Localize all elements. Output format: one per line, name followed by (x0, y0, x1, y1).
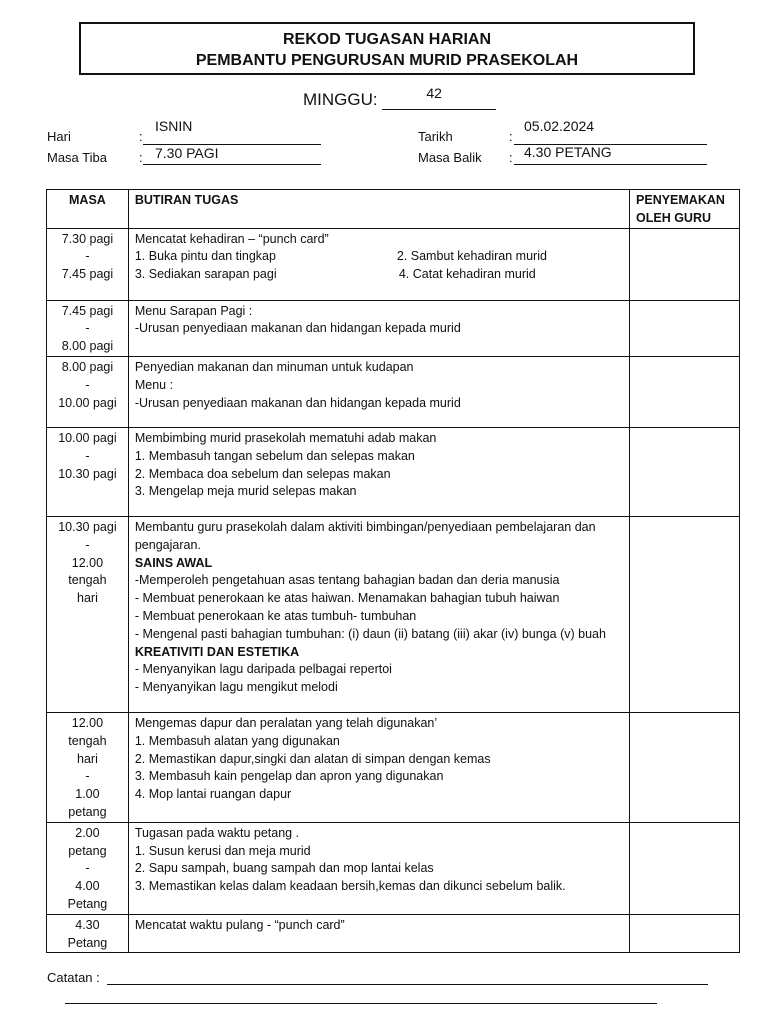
masa-line: tengah (68, 733, 107, 748)
task-line: - Mengenal pasti bahagian tumbuhan: (i) daun (ii) batang (iii) akar (iv) bunga (v) buah (134, 626, 606, 641)
task-line: Menu : (134, 377, 174, 392)
header-butiran: BUTIRAN TUGAS (128, 190, 629, 229)
masa-line: 4.00 (75, 879, 100, 894)
masa-line: 10.30 pagi (58, 519, 117, 534)
masa-line: - (85, 448, 90, 463)
minggu-value: 42 (426, 85, 442, 101)
task-pair (135, 266, 623, 284)
task-line: 1. Susun kerusi dan meja murid (134, 843, 311, 858)
task-line: Membantu guru prasekolah dalam aktiviti bimbingan/penyediaan pembelajaran dan pengajaran. (134, 519, 596, 552)
penyemakan-cell[interactable] (630, 914, 740, 953)
masa-line: 10.30 pagi (58, 466, 117, 481)
table-row (47, 712, 740, 822)
table-header-row (47, 190, 740, 229)
masa-cell (47, 300, 129, 356)
minggu-label: MINGGU: (303, 90, 378, 109)
masa-line: 12.00 (71, 555, 104, 570)
masa-cell (47, 516, 129, 712)
task-item: 2. Sambut kehadiran murid (396, 249, 547, 264)
task-item: 4. Catat kehadiran murid (398, 267, 536, 282)
masa-balik-value: 4.30 PETANG (524, 144, 612, 160)
masa-line: hari (77, 751, 98, 766)
catatan-line-2[interactable] (65, 1003, 657, 1004)
table-row (47, 516, 740, 712)
task-item: 3. Sediakan sarapan pagi (134, 267, 277, 282)
masa-cell (47, 427, 129, 516)
masa-balik-colon: : (509, 150, 513, 165)
table-row (47, 356, 740, 427)
masa-line: 10.00 pagi (58, 430, 117, 445)
hari-label: Hari (47, 129, 71, 144)
butiran-cell (128, 427, 629, 516)
masa-cell (47, 712, 129, 822)
masa-line: 7.30 pagi (61, 231, 114, 246)
penyemakan-cell[interactable] (630, 228, 740, 300)
task-line: 4. Mop lantai ruangan dapur (134, 787, 292, 802)
task-line: - Membuat penerokaan ke atas tumbuh- tumbuhan (134, 608, 417, 623)
masa-line: 7.45 pagi (61, 267, 114, 282)
task-line: 2. Membaca doa sebelum dan selepas makan (134, 466, 391, 481)
task-item: 1. Buka pintu dan tingkap (134, 249, 276, 264)
task-line: Menu Sarapan Pagi : (134, 303, 253, 318)
masa-tiba-value: 7.30 PAGI (155, 145, 219, 161)
masa-line: petang (68, 843, 107, 858)
minggu-field (303, 85, 496, 110)
masa-line: Petang (67, 935, 108, 950)
masa-line: - (85, 321, 90, 336)
masa-line: 12.00 (71, 715, 104, 730)
masa-line: 10.00 pagi (58, 395, 117, 410)
task-line: - Membuat penerokaan ke atas haiwan. Menamakan bahagian tubuh haiwan (134, 591, 560, 606)
task-subheading: SAINS AWAL (134, 555, 213, 570)
minggu-line (382, 85, 496, 110)
catatan-line-1[interactable] (107, 984, 708, 985)
masa-line: - (85, 861, 90, 876)
butiran-cell (128, 914, 629, 953)
tarikh-value: 05.02.2024 (524, 118, 595, 134)
task-line: Tugasan pada waktu petang . (134, 825, 300, 840)
masa-cell (47, 822, 129, 914)
butiran-cell (128, 228, 629, 300)
header-penyemakan (630, 190, 740, 229)
task-subheading: KREATIVITI DAN ESTETIKA (134, 644, 300, 659)
task-line: 2. Sapu sampah, buang sampah dan mop lantai kelas (134, 861, 434, 876)
task-pair (135, 248, 623, 266)
task-line: 3. Membasuh kain pengelap dan apron yang digunakan (134, 769, 444, 784)
masa-balik-label: Masa Balik (418, 150, 482, 165)
butiran-cell (128, 356, 629, 427)
masa-line: 1.00 (75, 787, 100, 802)
task-line: -Urusan penyediaan makanan dan hidangan kepada murid (134, 395, 461, 410)
penyemakan-cell[interactable] (630, 516, 740, 712)
penyemakan-cell[interactable] (630, 356, 740, 427)
table-row (47, 914, 740, 953)
task-line: Membimbing murid prasekolah mematuhi adab makan (134, 430, 437, 445)
tarikh-label: Tarikh (418, 129, 453, 144)
task-line: 2. Memastikan dapur,singki dan alatan di simpan dengan kemas (134, 751, 491, 766)
masa-line: tengah (68, 573, 107, 588)
butiran-cell (128, 300, 629, 356)
masa-line: 7.45 pagi (61, 303, 114, 318)
tarikh-colon: : (509, 129, 513, 144)
masa-tiba-label: Masa Tiba (47, 150, 107, 165)
task-line: Mencatat waktu pulang - “punch card” (134, 917, 345, 932)
masa-line: hari (77, 591, 98, 606)
masa-cell (47, 914, 129, 953)
masa-cell (47, 356, 129, 427)
masa-line: - (85, 249, 90, 264)
table-row (47, 228, 740, 300)
task-line: Penyedian makanan dan minuman untuk kudapan (134, 359, 414, 374)
header-penyemakan-line1: PENYEMAKAN (636, 193, 725, 207)
title-line-2: PEMBANTU PENGURUSAN MURID PRASEKOLAH (195, 52, 579, 69)
task-line: 1. Membasuh alatan yang digunakan (134, 733, 340, 748)
header-penyemakan-line2: OLEH GURU (636, 210, 712, 225)
masa-line: Petang (67, 896, 108, 911)
task-line: 1. Membasuh tangan sebelum dan selepas makan (134, 448, 415, 463)
task-table (46, 189, 740, 953)
task-line: 3. Memastikan kelas dalam keadaan bersih,kemas dan dikunci sebelum balik. (134, 879, 566, 894)
penyemakan-cell[interactable] (630, 822, 740, 914)
table-row (47, 427, 740, 516)
task-line: - Menyanyikan lagu daripada pelbagai repertoi (134, 662, 392, 677)
hari-colon: : (139, 129, 143, 144)
table-row (47, 300, 740, 356)
masa-tiba-colon: : (139, 150, 143, 165)
butiran-cell (128, 516, 629, 712)
penyemakan-cell[interactable] (630, 427, 740, 516)
task-line: Mencatat kehadiran – “punch card” (134, 231, 329, 246)
document-title (79, 22, 695, 75)
butiran-cell (128, 712, 629, 822)
masa-line: petang (68, 804, 107, 819)
title-line-1: REKOD TUGASAN HARIAN (283, 31, 491, 48)
penyemakan-cell[interactable] (630, 300, 740, 356)
masa-cell (47, 228, 129, 300)
masa-line: 2.00 (75, 825, 100, 840)
catatan-label: Catatan : (47, 970, 100, 985)
masa-line: 4.30 (75, 917, 100, 932)
masa-line: - (85, 769, 90, 784)
masa-line: 8.00 pagi (61, 339, 114, 354)
task-line: - Menyanyikan lagu mengikut melodi (134, 680, 338, 695)
task-line: -Memperoleh pengetahuan asas tentang bahagian badan dan deria manusia (134, 573, 560, 588)
task-line: 3. Mengelap meja murid selepas makan (134, 484, 357, 499)
task-line: -Urusan penyediaan makanan dan hidangan kepada murid (134, 321, 461, 336)
task-line: Mengemas dapur dan peralatan yang telah digunakan’ (134, 715, 438, 730)
hari-value: ISNIN (155, 118, 193, 134)
penyemakan-cell[interactable] (630, 712, 740, 822)
masa-line: 8.00 pagi (61, 359, 114, 374)
header-masa: MASA (47, 190, 129, 229)
masa-line: - (85, 537, 90, 552)
masa-line: - (85, 377, 90, 392)
table-row (47, 822, 740, 914)
butiran-cell (128, 822, 629, 914)
